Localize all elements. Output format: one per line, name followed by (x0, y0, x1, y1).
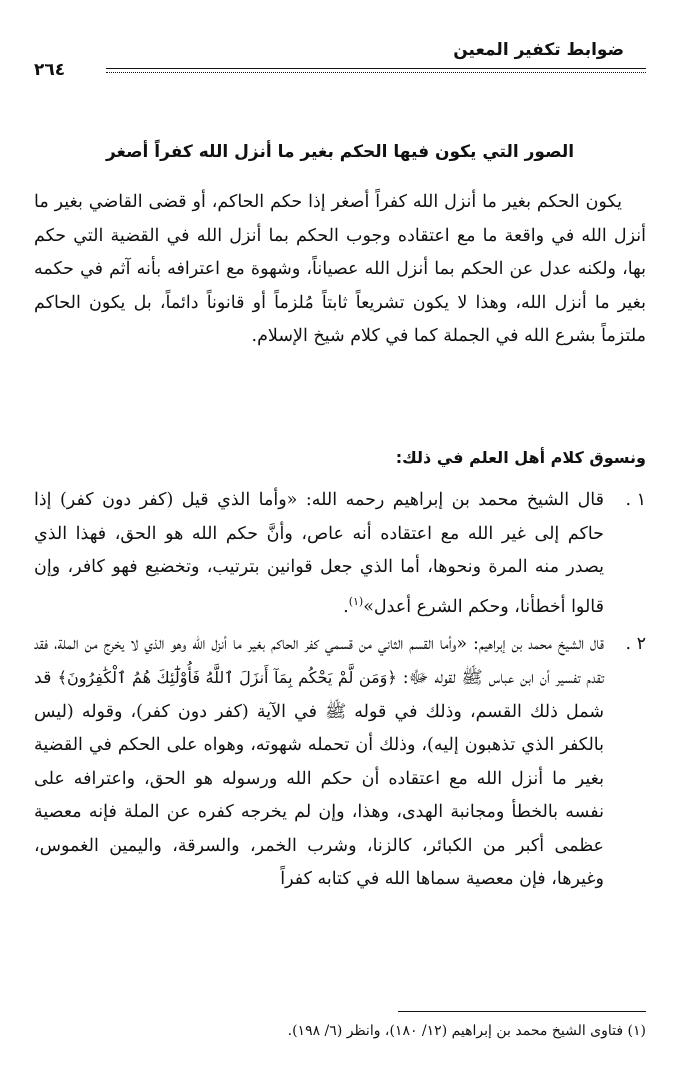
item-text (34, 484, 604, 624)
quote-text: قال الشيخ محمد بن إبراهيم رحمه الله: «وأما الذي قيل (كفر دون كفر) إذا حاكم إلى غير الله مع اعتقاده أنه عاص، وأنَّ حكم الله هو الحق، فهذا الذي يصدر منه المرة ونحوها، أما الذي جعل قوانين بترتيب، وتخضيع فهو كافر، وإن قالوا أخطأنا، وحكم الشرع أعدل» (34, 490, 604, 617)
sub-heading: ونسوق كلام أهل العلم في ذلك: (395, 448, 646, 467)
footnote-ref[interactable]: (١) (348, 594, 364, 608)
quote-text-before: قال الشيخ محمد بن إبراهيم: «وأما القسم الثاني من قسمي كفر الحاكم بغير ما أنزل الله وهو الذي لا يخرج من الملة، فقد تقدم تفسير أن ابن عباس ﷺ لقوله ﷻ: (34, 633, 604, 689)
footnote-separator (398, 1011, 646, 1012)
footnote: (١) فتاوى الشيخ محمد بن إبراهيم (١٢/ ١٨٠)، وانظر (٦/ ١٩٨). (287, 1023, 646, 1039)
running-header (34, 38, 646, 78)
header-rule (106, 68, 646, 76)
item-number: ٢ . (625, 633, 646, 654)
item-number: ١ . (625, 490, 646, 510)
quran-verse: ﴿وَمَن لَّمْ يَحْكُم بِمَآ أَنزَلَ ٱللَّهُ فَأُوْلَٰٓئِكَ هُمُ ٱلْكَٰفِرُونَ﴾ (57, 668, 397, 688)
header-rule-dotted (106, 72, 646, 73)
header-rule-solid (106, 68, 646, 69)
quote-text-after: قد شمل ذلك القسم، وذلك في قوله ﷺ في الآية (كفر دون كفر)، وقوله (ليس بالكفر الذي تذهبون إليه)، وذلك أن تحمله شهوته، وهواه على الحكم في القضية بغير ما أنزل الله مع اعتقاده أن حكم الله ورسوله هو الحق، واعترافه على نفسه بالخطأ ومجانبة الهدى، وهذا، وإن لم يخرجه كفره عن الملة فإنه معصية عظمى أكبر من الكبائر، كالزنا، وشرب الخمر، والسرقة، واليمين الغموس، وغيرها، فإن معصية سماها الله في كتابه كفراً (34, 668, 604, 890)
list-item (34, 628, 646, 897)
list-item (34, 484, 646, 624)
book-title: ضوابط تكفير المعين (453, 40, 624, 60)
intro-paragraph: يكون الحكم بغير ما أنزل الله كفراً أصغر إذا حكم الحاكم، أو قضى القاضي بغير ما أنزل الله في واقعة ما مع اعتقاده وجوب الحكم بما أنزل الله في القضية التي حكم بها، ولكنه عدل عن الحكم بما أنزل الله عصياناً، وشهوة مع اعترافه بأنه آثم في حكمه بغير ما أنزل الله، وهذا لا يكون تشريعاً ثابتاً مُلزماً أو قانوناً دائماً، بل يكون الحاكم ملتزماً بشرع الله في الجملة كما في كلام شيخ الإسلام. (34, 192, 646, 346)
item-text (34, 628, 604, 897)
section-title: الصور التي يكون فيها الحكم بغير ما أنزل الله كفراً أصغر (105, 142, 575, 162)
sentence-end: . (343, 596, 349, 617)
page-number: ٢٦٤ (34, 60, 66, 80)
quote-list (34, 484, 646, 901)
